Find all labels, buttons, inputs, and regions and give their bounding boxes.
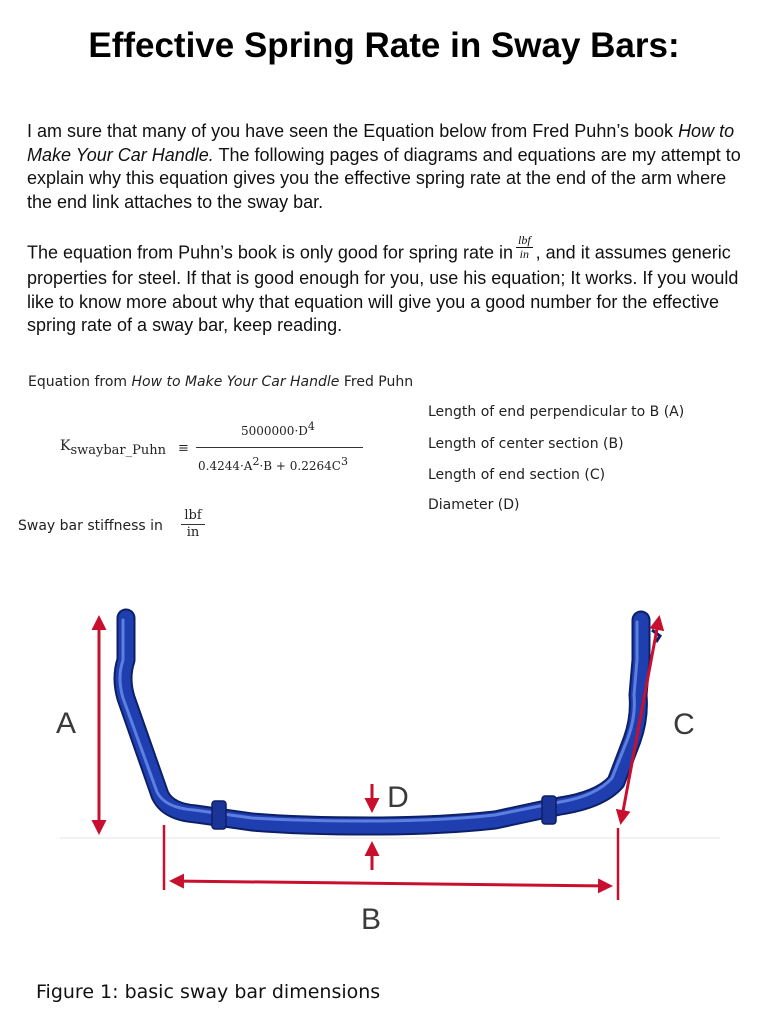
legend-item-b: Length of center section (B) (428, 436, 624, 452)
intro-paragraph (27, 120, 747, 214)
unit-numerator: lbf (517, 233, 531, 247)
right-bushing (542, 796, 556, 824)
numerator-text: 5000000·D (241, 424, 308, 438)
equation-label-suffix: Fred Puhn (339, 374, 414, 390)
intro-text-b: ’s book (616, 121, 679, 141)
intro-author: Puhn (574, 121, 617, 141)
label-b: B (360, 903, 382, 936)
label-c: C (673, 708, 695, 741)
unit-denominator: in (519, 247, 529, 261)
label-a: A (55, 707, 77, 740)
equiv-sign: ≡ (178, 441, 189, 456)
sway-bar-highlight (120, 620, 637, 821)
second-author: Puhn (178, 242, 221, 263)
stiffness-unit (181, 508, 205, 541)
left-bushing (212, 801, 226, 829)
legend-item-a: Length of end perpendicular to B (A) (428, 404, 685, 420)
denominator-b: ·B + 0.2264C (259, 459, 341, 473)
numerator-exponent: 4 (307, 420, 315, 433)
unit-fraction (516, 234, 533, 261)
equation-lhs (60, 438, 166, 458)
sway-bar-outline (123, 618, 641, 826)
equation-label-prefix: Equation from (28, 374, 132, 390)
label-d: D (387, 781, 409, 814)
denominator-a-exponent: 2 (252, 455, 260, 468)
stiffness-unit-den: in (186, 525, 200, 540)
figure-caption: Figure 1: basic sway bar dimensions (36, 981, 381, 1003)
equation-label-book: How to Make Your Car Handle (131, 374, 340, 390)
page-title: Effective Spring Rate in Sway Bars: (88, 26, 680, 65)
second-text-c: , and it assumes generic properties for steel. If that is good enough for you, use his equation; It works. If you would like to know more about why that equation will give you a good number for the effective spring rate of a sway bar, keep reading. (27, 242, 739, 335)
equation-numerator (241, 420, 315, 438)
second-text-a: The equation from (27, 242, 179, 263)
dimension-b-arrow (172, 881, 610, 886)
denominator-a: 0.4244·A (198, 459, 253, 473)
second-text-b: ’s book is only good for spring rate in (220, 242, 513, 263)
sway-bar (123, 618, 641, 826)
legend-item-d: Diameter (D) (428, 497, 520, 513)
fraction-bar (196, 447, 363, 448)
sway-bar-diagram (0, 600, 768, 940)
equation-label (28, 374, 413, 390)
equation-denominator (198, 455, 348, 473)
legend-item-c: Length of end section (C) (428, 467, 606, 483)
stiffness-label: Sway bar stiffness in (18, 518, 163, 534)
intro-text-a: I am sure that many of you have seen the Equation below from Fred (27, 121, 575, 141)
intro-book-title: How to Make Your Car Handle. (27, 121, 735, 165)
stiffness-unit-num: lbf (181, 508, 205, 525)
equation-k: K (60, 438, 71, 454)
intro-text-c: The following pages of diagrams and equations are my attempt to explain why this equation gives you the effective spring rate at the end of the arm where the end link attaches to the sway bar. (27, 144, 741, 212)
second-paragraph (27, 233, 747, 338)
equation-k-subscript: swaybar_Puhn (70, 442, 167, 458)
denominator-b-exponent: 3 (340, 455, 348, 468)
